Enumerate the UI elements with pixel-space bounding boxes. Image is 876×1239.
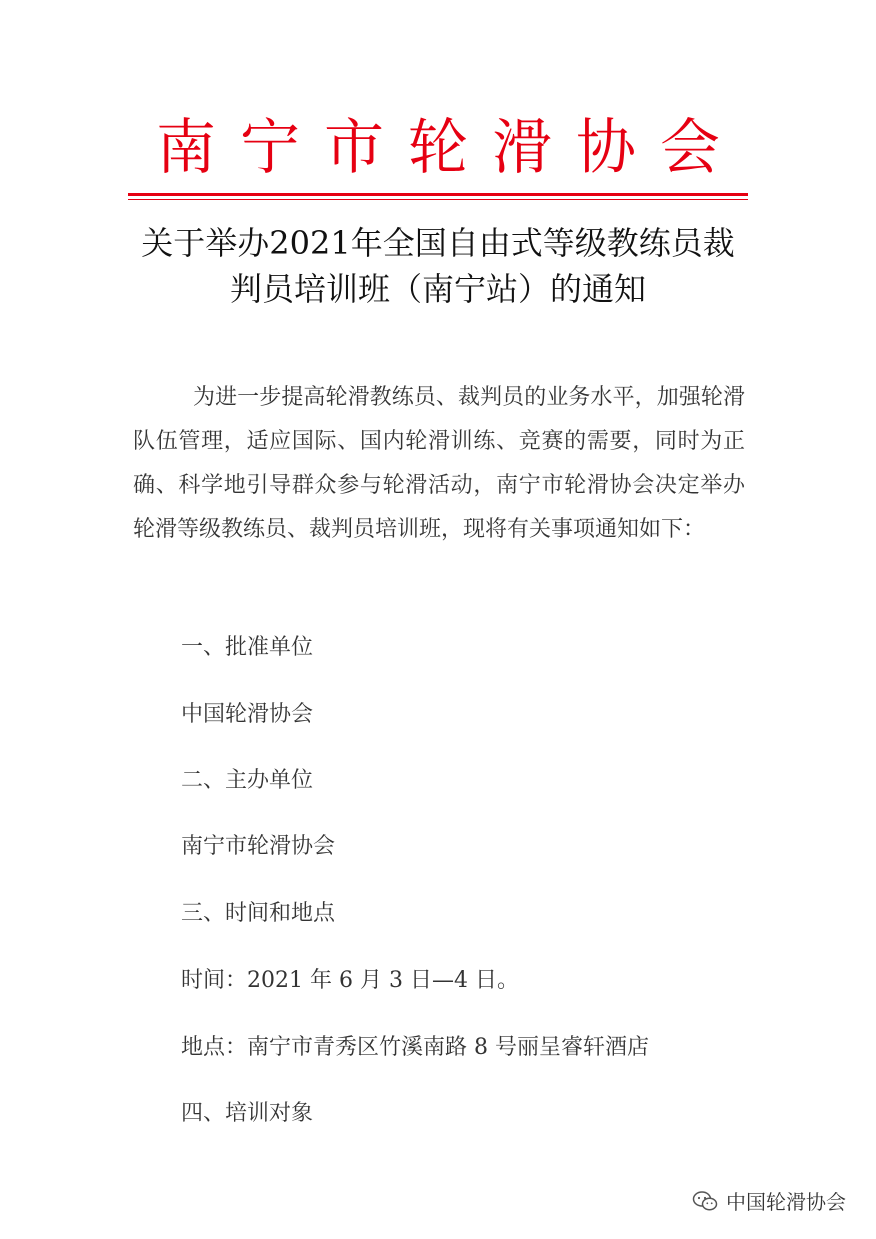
footer-account-name: 中国轮滑协会 bbox=[726, 1190, 846, 1214]
section-3-time: 时间：2021 年 6 月 3 日—4 日。 bbox=[181, 968, 519, 993]
footer-wechat-account[interactable] bbox=[692, 1186, 846, 1215]
section-4-heading: 四、培训对象 bbox=[181, 1101, 314, 1126]
document-title-line-1: 关于举办2021年全国自由式等级教练员裁 bbox=[141, 224, 735, 262]
section-3-place: 地点：南宁市青秀区竹溪南路 8 号丽呈睿轩酒店 bbox=[181, 1035, 649, 1060]
intro-paragraph: 为进一步提高轮滑教练员、裁判员的业务水平，加强轮滑队伍管理，适应国际、国内轮滑训练、竞赛的需要，同时为正确、科学地引导群众参与轮滑活动，南宁市轮滑协会决定举办轮滑等级教练员、裁判员培训班，现将有关事项通知如下： bbox=[133, 385, 745, 542]
section-1-heading: 一、批准单位 bbox=[181, 635, 314, 660]
letterhead-red-rule-thin bbox=[128, 199, 748, 200]
section-3-heading: 三、时间和地点 bbox=[181, 901, 336, 926]
document-title bbox=[120, 220, 756, 312]
section-2-body: 南宁市轮滑协会 bbox=[181, 834, 336, 859]
section-1-body: 中国轮滑协会 bbox=[181, 702, 314, 727]
letterhead-org-name: 南宁市轮滑协会 bbox=[156, 113, 744, 183]
letterhead-red-rule-thick bbox=[128, 193, 748, 196]
section-2-heading: 二、主办单位 bbox=[181, 768, 314, 793]
document-title-line-2: 判员培训班（南宁站）的通知 bbox=[229, 270, 646, 308]
wechat-icon bbox=[692, 1190, 718, 1212]
